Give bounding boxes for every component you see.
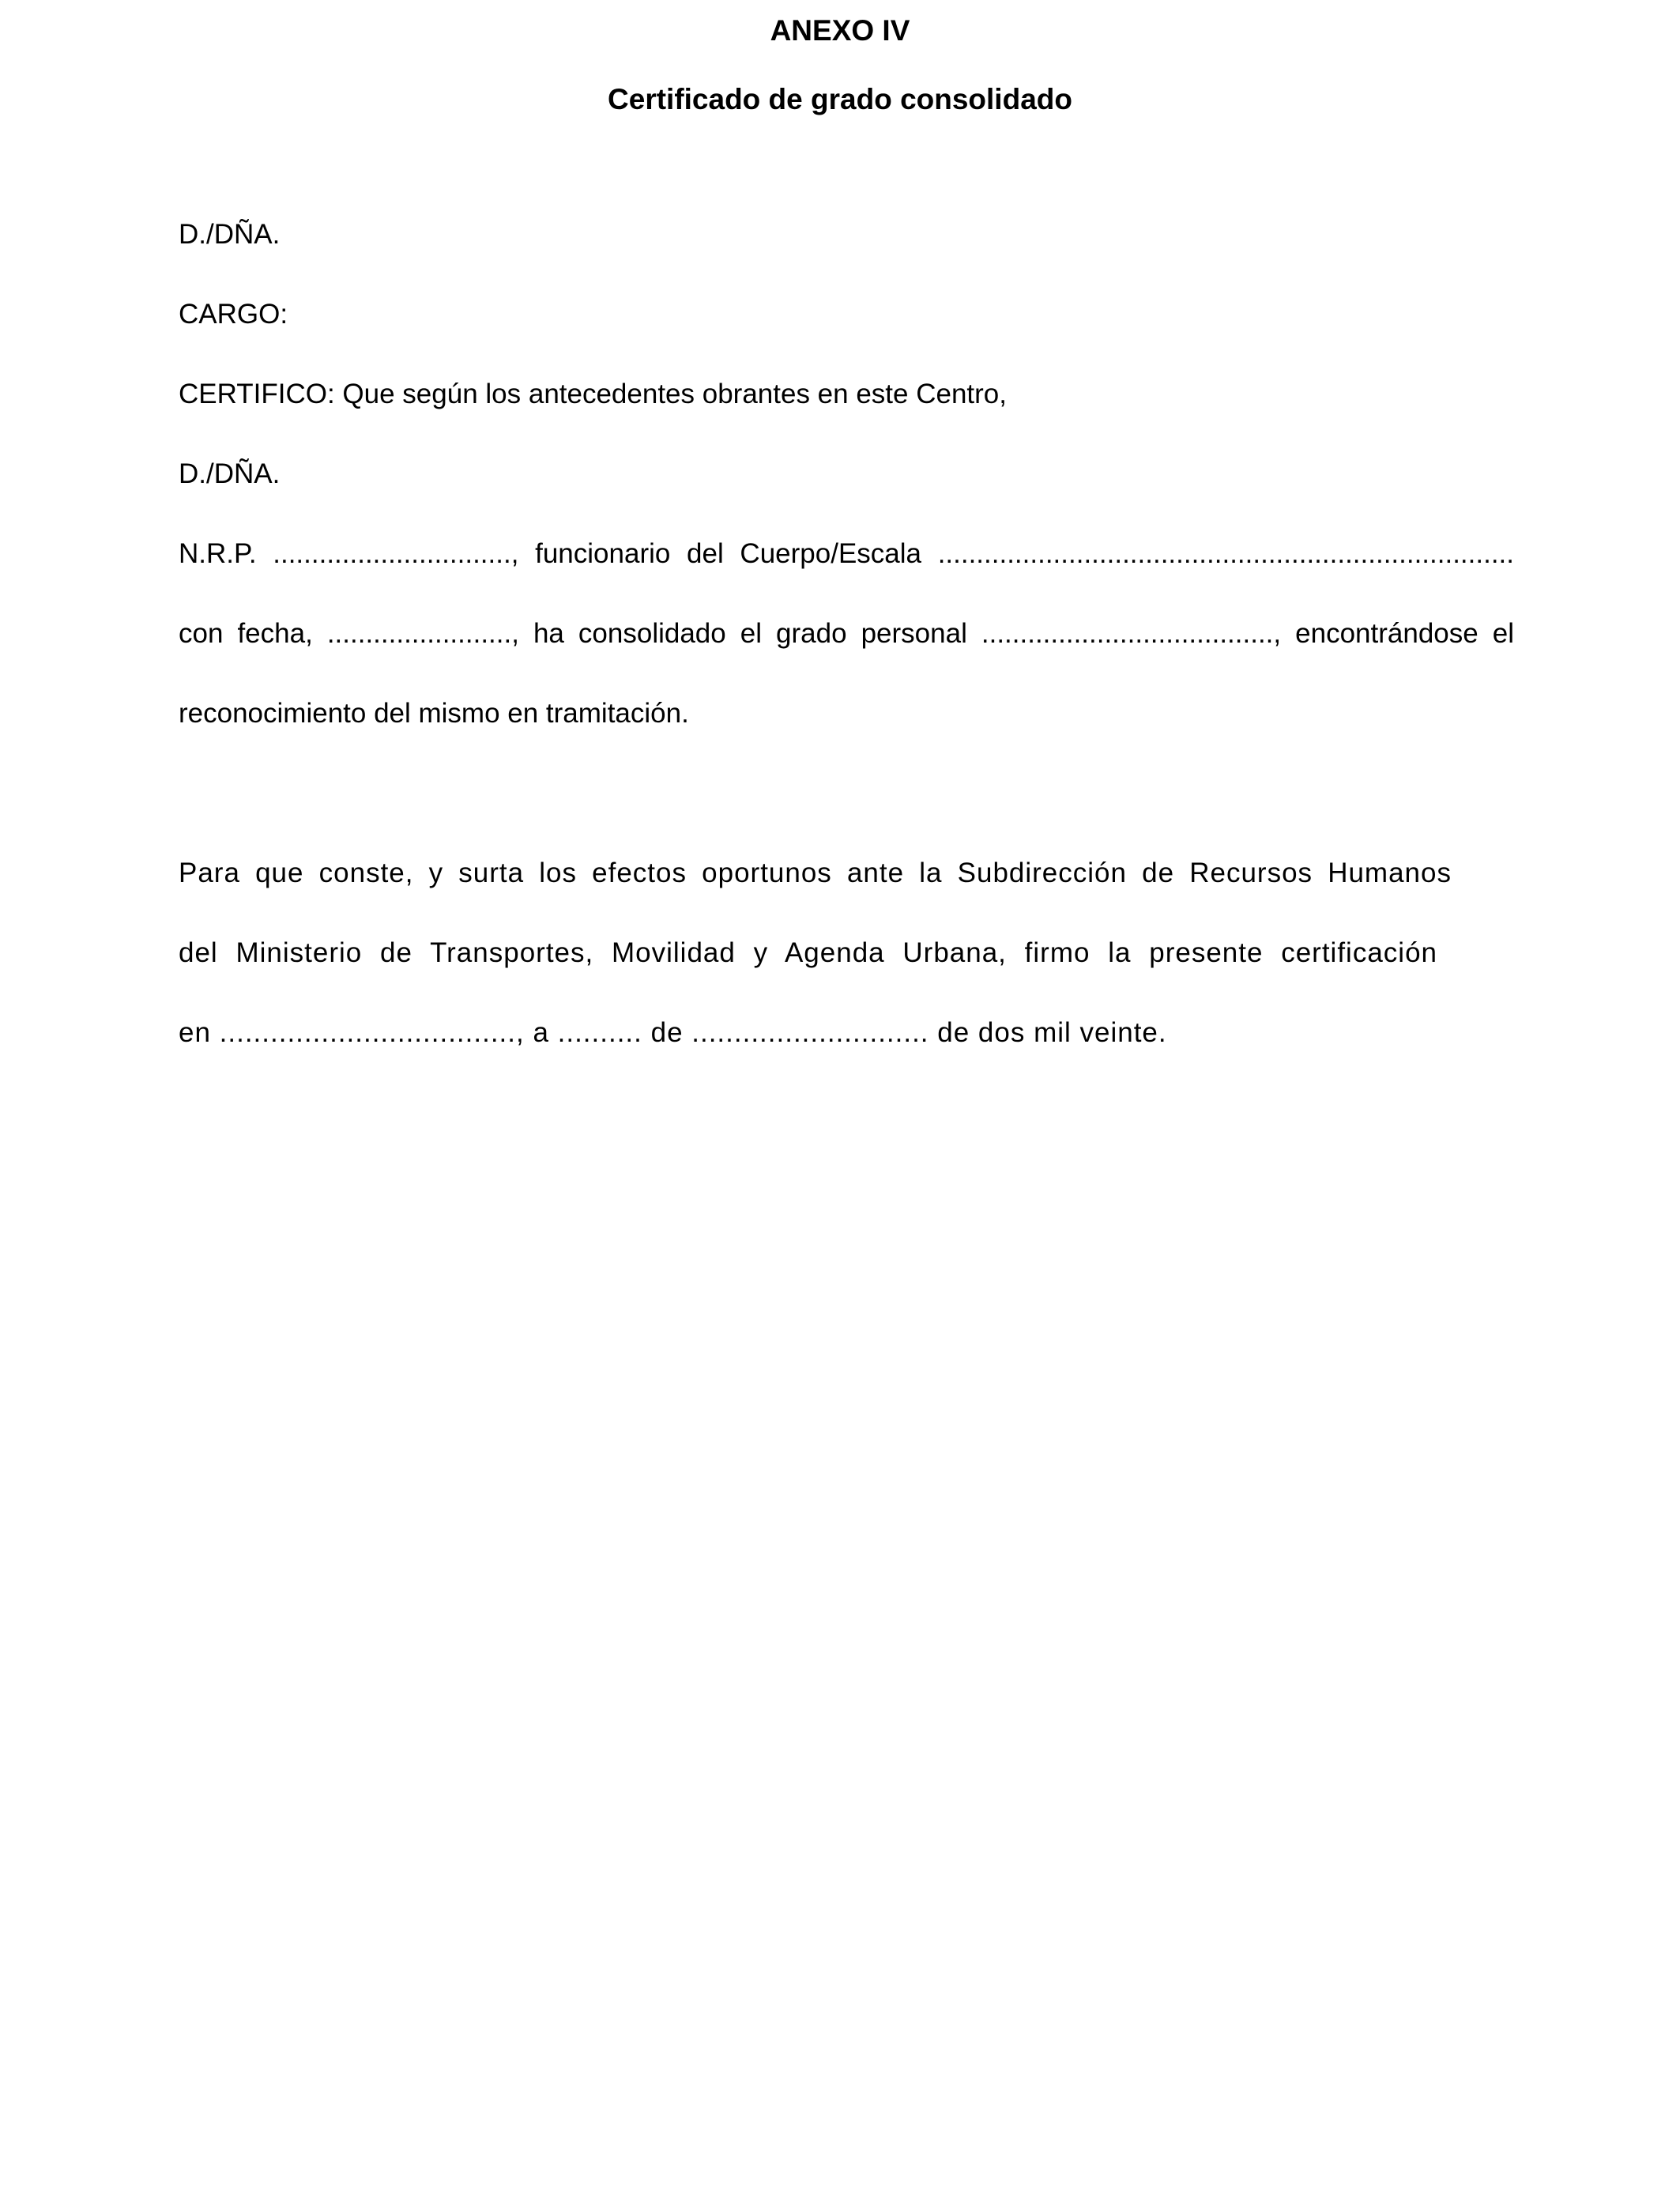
official-name-field-line: D./DÑA. [179,458,281,489]
annex-title: ANEXO IV [770,14,910,47]
closing-ministry-line: del Ministerio de Transportes, Movilidad y Agenda Urbana, firmo la presente certificación [179,937,1437,968]
certificate-title: Certificado de grado consolidado [608,83,1072,115]
place-date-field-line: en ..................................., a .......... de ............................ de dos mil veinte. [179,1017,1167,1048]
name-field-line: D./DÑA. [179,219,281,250]
recognition-status-line: reconocimiento del mismo en tramitación. [179,698,689,729]
nrp-corps-field-line: N.R.P. ..............................., funcionario del Cuerpo/Escala ........................................................................... [179,538,1514,569]
position-field-line: CARGO: [179,299,288,330]
closing-purpose-line: Para que conste, y surta los efectos oportunos ante la Subdirección de Recursos Humanos [179,858,1452,888]
date-grade-field-line: con fecha, ........................, ha consolidado el grado personal ......................................, encontrándose el [179,618,1514,649]
certification-statement-line: CERTIFICO: Que según los antecedentes obrantes en este Centro, [179,379,1007,409]
